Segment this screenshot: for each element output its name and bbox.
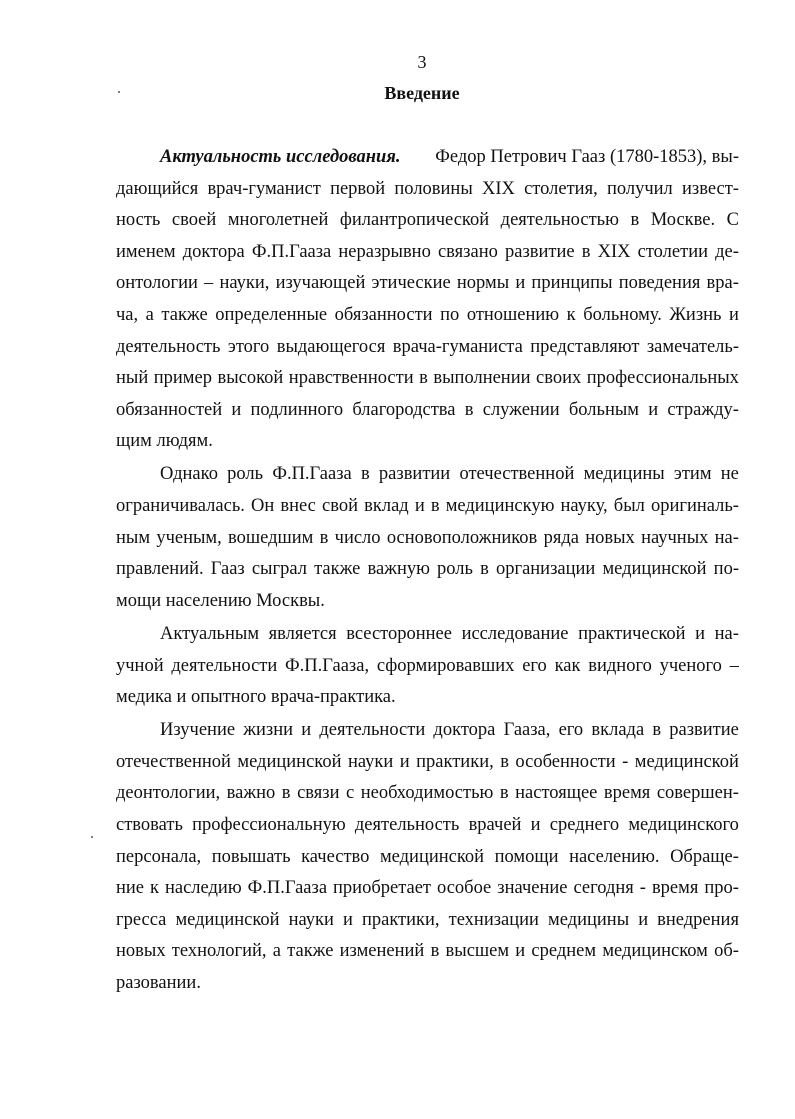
text-line: деонтологии, важно в связи с необходимостью в настоящее время совершен-	[116, 783, 739, 804]
text-line: мощи населению Москвы.	[116, 590, 325, 611]
text-line: Однако роль Ф.П.Гааза в развитии отечественной медицины этим не	[160, 464, 739, 485]
text-line: именем доктора Ф.П.Гааза неразрывно связано развитие в XIX столетии де-	[116, 241, 739, 262]
text-line: ограничивалась. Он внес свой вклад и в медицинскую науку, был оригиналь-	[116, 496, 739, 517]
text-line: ствовать профессиональную деятельность врачей и среднего медицинского	[116, 814, 739, 835]
text-line: ность своей многолетней филантропической деятельностью в Москве. С	[116, 210, 739, 231]
text-line: медика и опытного врача-практика.	[116, 687, 396, 708]
text-line: отечественной медицинской науки и практики, в особенности - медицинской	[116, 751, 739, 772]
text-line: правлений. Гааз сыграл также важную роль в организации медицинской по-	[116, 559, 739, 580]
text-line: учной деятельности Ф.П.Гааза, сформировавших его как видного ученого –	[116, 655, 739, 676]
text-line: Изучение жизни и деятельности доктора Гааза, его вклада в развитие	[160, 720, 739, 741]
text-line: ча, а также определенные обязанности по отношению к больному. Жизнь и	[116, 304, 739, 325]
text-fragment: Федор Петрович Гааз (1780-1853), вы-	[435, 147, 739, 167]
text-line: онтологии – науки, изучающей этические нормы и принципы поведения вра-	[116, 273, 739, 294]
text-line: щим людям.	[116, 431, 213, 452]
text-line: ние к наследию Ф.П.Гааза приобретает особое значение сегодня - время про-	[116, 878, 739, 899]
text-line: дающийся врач-гуманист первой половины XIX столетия, получил извест-	[116, 178, 739, 199]
text-line: деятельность этого выдающегося врача-гуманиста представляют замечатель-	[116, 336, 739, 357]
text-line: гресса медицинской науки и практики, технизации медицины и внедрения	[116, 909, 739, 930]
text-line: новых технологий, а также изменений в высшем и среднем медицинском об-	[116, 941, 739, 962]
body-text	[116, 142, 739, 1000]
text-line: обязанностей и подлинного благородства в служении больным и стражду-	[116, 399, 739, 420]
text-line: Актуальным является всестороннее исследование практической и на-	[160, 623, 739, 644]
page-number: 3	[417, 52, 427, 72]
text-line: персонала, повышать качество медицинской помощи населению. Обраще-	[116, 846, 739, 867]
paragraph-lead: Актуальность исследования.	[160, 147, 401, 167]
section-heading: Введение	[384, 83, 460, 103]
text-line: разовании.	[116, 972, 201, 993]
text-line: ный пример высокой нравственности в выполнении своих профессиональных	[116, 368, 739, 389]
text-line	[116, 142, 739, 174]
scan-speck	[91, 836, 93, 838]
text-line: ным ученым, вошедшим в число основоположников ряда новых научных на-	[116, 527, 739, 548]
